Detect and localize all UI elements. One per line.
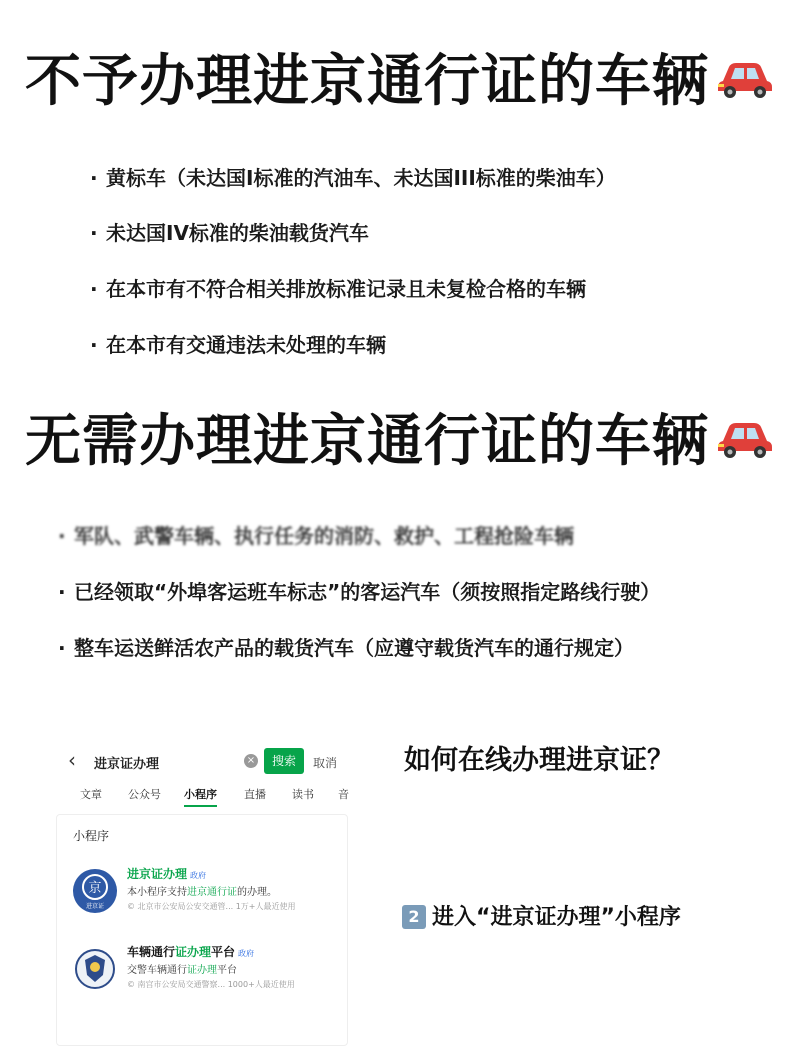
- list-item: · 未达国IV标准的柴油载货汽车: [90, 221, 369, 245]
- gov-badge: 政府: [238, 949, 255, 958]
- search-bar: [56, 740, 356, 780]
- cancel-button[interactable]: 取消: [313, 756, 338, 770]
- result-meta: © 南宫市公安局交通警察... 1000+人最近使用: [127, 980, 295, 989]
- phone-screenshot: [56, 732, 356, 1044]
- search-button[interactable]: 搜索: [264, 748, 304, 774]
- result-desc: 交警车辆通行证办理平台: [127, 965, 237, 976]
- how-to-heading: 如何在线办理进京证？: [404, 745, 674, 776]
- step-number-badge: 2: [402, 905, 426, 929]
- back-icon[interactable]: ‹: [68, 748, 76, 772]
- section1-title: [0, 46, 800, 121]
- search-input[interactable]: 进京证办理: [94, 757, 160, 772]
- result-desc: 本小程序支持进京通行证的办理。: [127, 887, 277, 898]
- police-badge-icon: [73, 947, 117, 991]
- section2-title-text: 无需办理进京通行证的车辆: [25, 409, 709, 474]
- car-icon: [715, 405, 775, 477]
- section1-title-text: 不予办理进京通行证的车辆: [25, 49, 709, 114]
- list-item: · 已经领取“外埠客运班车标志”的客运汽车（须按照指定路线行驶）: [58, 580, 661, 604]
- list-item: · 在本市有交通违法未处理的车辆: [90, 333, 386, 357]
- step-2: 2 进入“进京证办理”小程序: [402, 900, 681, 931]
- jingzheng-logo-icon: [73, 869, 117, 913]
- clear-icon[interactable]: ×: [244, 754, 258, 768]
- tab-articles[interactable]: 文章: [80, 788, 102, 801]
- tab-live[interactable]: 直播: [244, 788, 266, 801]
- result-name: 车辆通行证办理平台 政府: [127, 945, 255, 959]
- result-name: 进京证办理 政府: [127, 867, 207, 881]
- tab-official-accounts[interactable]: 公众号: [128, 788, 161, 801]
- tab-reading[interactable]: 读书: [292, 788, 314, 801]
- svg-text:京: 京: [88, 881, 102, 896]
- panel-title: 小程序: [73, 829, 110, 843]
- car-icon: [715, 45, 775, 117]
- result-meta: © 北京市公安局公安交通管... 1万+人最近使用: [127, 902, 296, 911]
- list-item: · 整车运送鲜活农产品的载货汽车（应遵守载货汽车的通行规定）: [58, 636, 634, 660]
- section2-title: [0, 406, 800, 481]
- gov-badge: 政府: [190, 871, 207, 880]
- svg-text:进京证: 进京证: [85, 903, 105, 910]
- tab-bar: [56, 782, 356, 808]
- results-panel: [56, 814, 348, 1046]
- question-mark: ？: [647, 745, 674, 776]
- list-item: · 在本市有不符合相关排放标准记录且未复检合格的车辆: [90, 277, 586, 301]
- mini-program-result[interactable]: [73, 865, 343, 935]
- mini-program-result[interactable]: [73, 943, 343, 1013]
- tab-mini-programs[interactable]: 小程序: [184, 786, 217, 807]
- tab-music[interactable]: 音: [338, 788, 349, 801]
- list-item: · 军队、武警车辆、执行任务的消防、救护、工程抢险车辆: [58, 524, 574, 548]
- list-item: · 黄标车（未达国Ⅰ标准的汽油车、未达国III标准的柴油车）: [90, 166, 616, 190]
